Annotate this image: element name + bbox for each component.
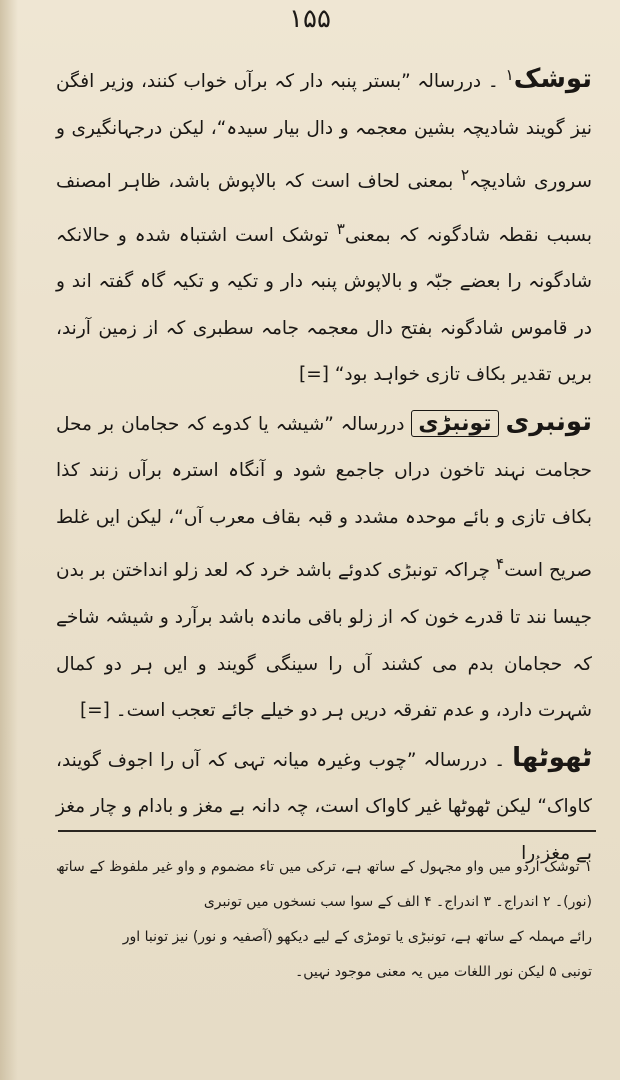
entry-text: بمعنی لحاف است کہ بالاپوش باشد، ظاہر امصنف بسبب نقطہ شادگونہ کہ بمعنی — [56, 171, 592, 246]
footnote-marker: ۴ — [495, 555, 505, 574]
headword: تونبری — [505, 406, 592, 437]
entry-text: ۔ دررسالہ ”بستر پنبہ دار کہ برآں خواب کنند، وزیر افگن نیز گویند شادیچہ بشین معجمہ و دال بیار سیدہ“، لیکن درجہانگیری و سروری شادیچہ — [56, 71, 593, 193]
page-number: ۱۵۵ — [289, 4, 331, 34]
dictionary-body — [56, 52, 592, 877]
entry-text: ۔ دررسالہ ”چوب وغیرہ میانہ تہی کہ آں را اجوف گویند، کاواک“ لیکن ٹھوٹھا غیر کاواک است، چہ دانہ بے مغز و بادام و چار مغز بے مغز را — [56, 749, 592, 864]
footnote-marker: ۲ — [460, 166, 470, 185]
end-mark: [=] — [299, 364, 329, 386]
footnote-divider — [58, 830, 596, 832]
footnote-line: تونبی ۵ لیکن نور اللغات میں یہ معنی موجود نہیں۔ — [295, 964, 592, 980]
footnote-marker: ۳ — [336, 219, 345, 238]
footnotes — [56, 850, 592, 990]
entry-text: چراکہ تونبڑی کدوئے باشد خرد کہ لعد زلو انداختن بر بدن جیسا نند تا قدرے خون کہ از زلو باقی ماندہ باشد برآرد و شیشہ شاخے کہ حجامان بدم می کشند آں را سینگی گویند و ایں ہر دو کمال شہرت دارد، و عدم تفرقہ دریں ہر دو خیلے جائے تعجب است۔ — [56, 560, 592, 722]
end-mark: [=] — [79, 700, 110, 722]
sub-headword: تونبڑی — [411, 410, 498, 437]
headword: ٹھوٹھا — [512, 742, 592, 773]
footnote-line: ۱ توشک اُردو میں واو مجہول کے ساتھ ہے، ترکی میں تاء مضموم و واو غیر ملفوظ کے ساتھ (نور)۔ ۲ اندراج۔ ۳ اندراج۔ ۴ الف کے سوا سب نسخوں میں تونبری — [56, 859, 592, 910]
footnote-marker: ۱ — [505, 66, 514, 84]
entry-text: توشک است اشتباہ شدہ و حالانکہ شادگونہ را بعضے جبّہ و بالاپوش پنبہ دار و تکیہ و تکیہ گاہ گفتہ اند و در قاموس شادگونہ بفتح دال معجمہ جامہ سطبری کہ از زمین آرند، بریں تقدیر بکاف تازی خواہد بود“ — [56, 224, 592, 386]
entry-text: دررسالہ ”شیشہ یا کدوے کہ حجامان بر محل حجامت نہند تاخون دراں جاجمع شود و آنگاہ استرہ برآں زنند کذا بکاف تازی و بائے موحدہ مشدد و قبہ بقاف معرب آں“، لیکن ایں غلط صریح است — [56, 413, 592, 582]
entry-tonbari — [56, 399, 592, 735]
headword: توشک — [513, 64, 592, 95]
footnote-line: رائے مہملہ کے ساتھ ہے، تونبڑی یا تومڑی کے لیے دیکھو (آصفیہ و نور) نیز تونبا اور — [122, 929, 592, 945]
entry-toshak — [56, 52, 592, 399]
